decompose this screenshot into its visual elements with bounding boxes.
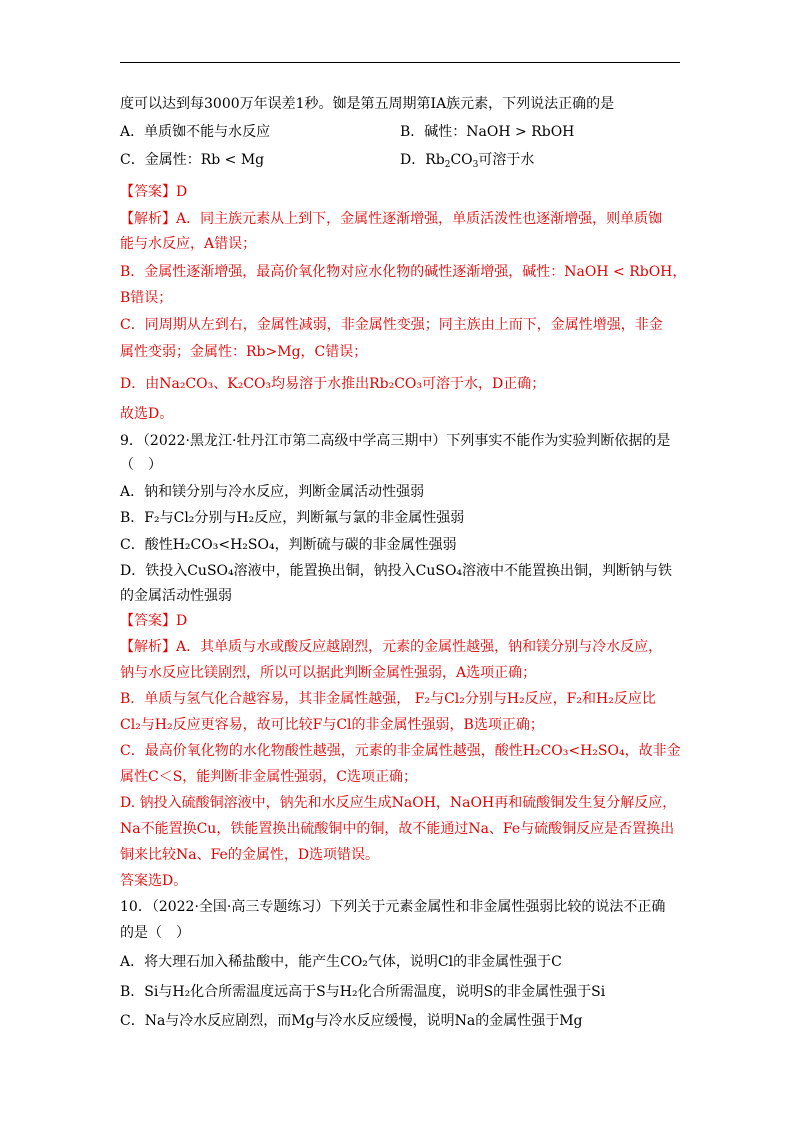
q8-explanation-line: 属性变弱；金属性：Rb>Mg，C错误； xyxy=(120,344,368,360)
q9-stem: 9．（2022·黑龙江·牡丹江市第二高级中学高三期中）下列事实不能作为实验判断依据的是 xyxy=(120,433,671,449)
q8-explanation-line: B．金属性逐渐增强，最高价氧化物对应水化物的碱性逐渐增强，碱性：NaOH < RbOH， xyxy=(120,264,687,280)
q8-option-d: D．$Rb_2CO_3$可溶于水 xyxy=(400,152,535,170)
q9-explanation-line: 【解析】A．其单质与水或酸反应越剧烈，元素的金属性越强，钠和镁分别与冷水反应， xyxy=(120,639,663,655)
q8-explanation-line: B错误； xyxy=(120,290,173,306)
q8-option-a: A．单质铷不能与水反应 xyxy=(120,124,271,140)
q8-explanation-line: D．由Na₂CO₃、K₂CO₃均易溶于水推出Rb₂CO₃可溶于水，D正确； xyxy=(120,376,546,392)
q8-option-c: C．金属性：Rb < Mg xyxy=(120,152,265,168)
q10-stem-cont: 的是（ ） xyxy=(120,925,190,941)
q8-explanation-line: 能与水反应，A错误； xyxy=(120,236,257,252)
q9-explanation-line: C．最高价氧化物的水化物酸性越强，元素的非金属性越强，酸性H₂CO₃<H₂SO₄，故非金 xyxy=(120,743,681,759)
q9-option-c: C．酸性H₂CO₃<H₂SO₄，判断硫与碳的非金属性强弱 xyxy=(120,537,457,553)
q9-explanation-line: 钠与水反应比镁剧烈，所以可以据此判断金属性强弱，A选项正确； xyxy=(120,665,537,681)
q9-explanation-line: 铜来比较Na、Fe的金属性，D选项错误。 xyxy=(120,847,380,863)
q10-option-c: C．Na与冷水反应剧烈，而Mg与冷水反应缓慢，说明Na的金属性强于Mg xyxy=(120,1013,583,1029)
continuation-line: 度可以达到每3000万年误差1秒。铷是第五周期第ⅠA族元素，下列说法正确的是 xyxy=(120,96,615,112)
q8-option-b: B．碱性：NaOH > RbOH xyxy=(400,124,575,140)
header-rule xyxy=(120,62,680,63)
q9-explanation-line: B．单质与氢气化合越容易，其非金属性越强， F₂与Cl₂分别与H₂反应，F₂和H₂反应比 xyxy=(120,691,656,707)
q9-option-a: A．钠和镁分别与冷水反应，判断金属活动性强弱 xyxy=(120,484,425,500)
q9-conclusion: 答案选D。 xyxy=(120,873,188,889)
q10-stem: 10．（2022·全国·高三专题练习）下列关于元素金属性和非金属性强弱比较的说法不正确 xyxy=(120,899,666,915)
q8-answer: 【答案】D xyxy=(120,184,188,200)
q8-explanation-line: C．同周期从左到右，金属性减弱，非金属性变强；同主族由上而下，金属性增强，非金 xyxy=(120,317,663,333)
q10-option-a: A．将大理石加入稀盐酸中，能产生CO₂气体，说明Cl的非金属性强于C xyxy=(120,954,562,970)
q9-explanation-line: Cl₂与H₂反应更容易，故可比较F与Cl的非金属性强弱，B选项正确； xyxy=(120,717,544,733)
q9-explanation-line: D. 钠投入硫酸铜溶液中，钠先和水反应生成NaOH，NaOH再和硫酸铜发生复分解反应， xyxy=(120,795,677,811)
q9-option-d-cont: 的金属活动性强弱 xyxy=(120,588,232,604)
q8-explanation-line: 【解析】A．同主族元素从上到下，金属性逐渐增强，单质活泼性也逐渐增强，则单质铷 xyxy=(120,211,663,227)
q10-option-b: B．Si与H₂化合所需温度远高于S与H₂化合所需温度，说明S的非金属性强于Si xyxy=(120,984,606,1000)
q9-explanation-line: Na不能置换Cu，铁能置换出硫酸铜中的铜，故不能通过Na、Fe与硫酸铜反应是否置换出 xyxy=(120,821,675,837)
q9-option-b: B．F₂与Cl₂分别与H₂反应，判断氟与氯的非金属性强弱 xyxy=(120,510,465,526)
q9-stem-blank: （ ） xyxy=(120,457,162,473)
q9-explanation-line: 属性C＜S，能判断非金属性强弱，C选项正确； xyxy=(120,769,418,785)
q9-answer: 【答案】D xyxy=(120,613,188,629)
q9-option-d: D．铁投入CuSO₄溶液中，能置换出铜，钠投入CuSO₄溶液中不能置换出铜，判断钠与铁 xyxy=(120,563,673,579)
q8-conclusion: 故选D。 xyxy=(120,406,174,422)
